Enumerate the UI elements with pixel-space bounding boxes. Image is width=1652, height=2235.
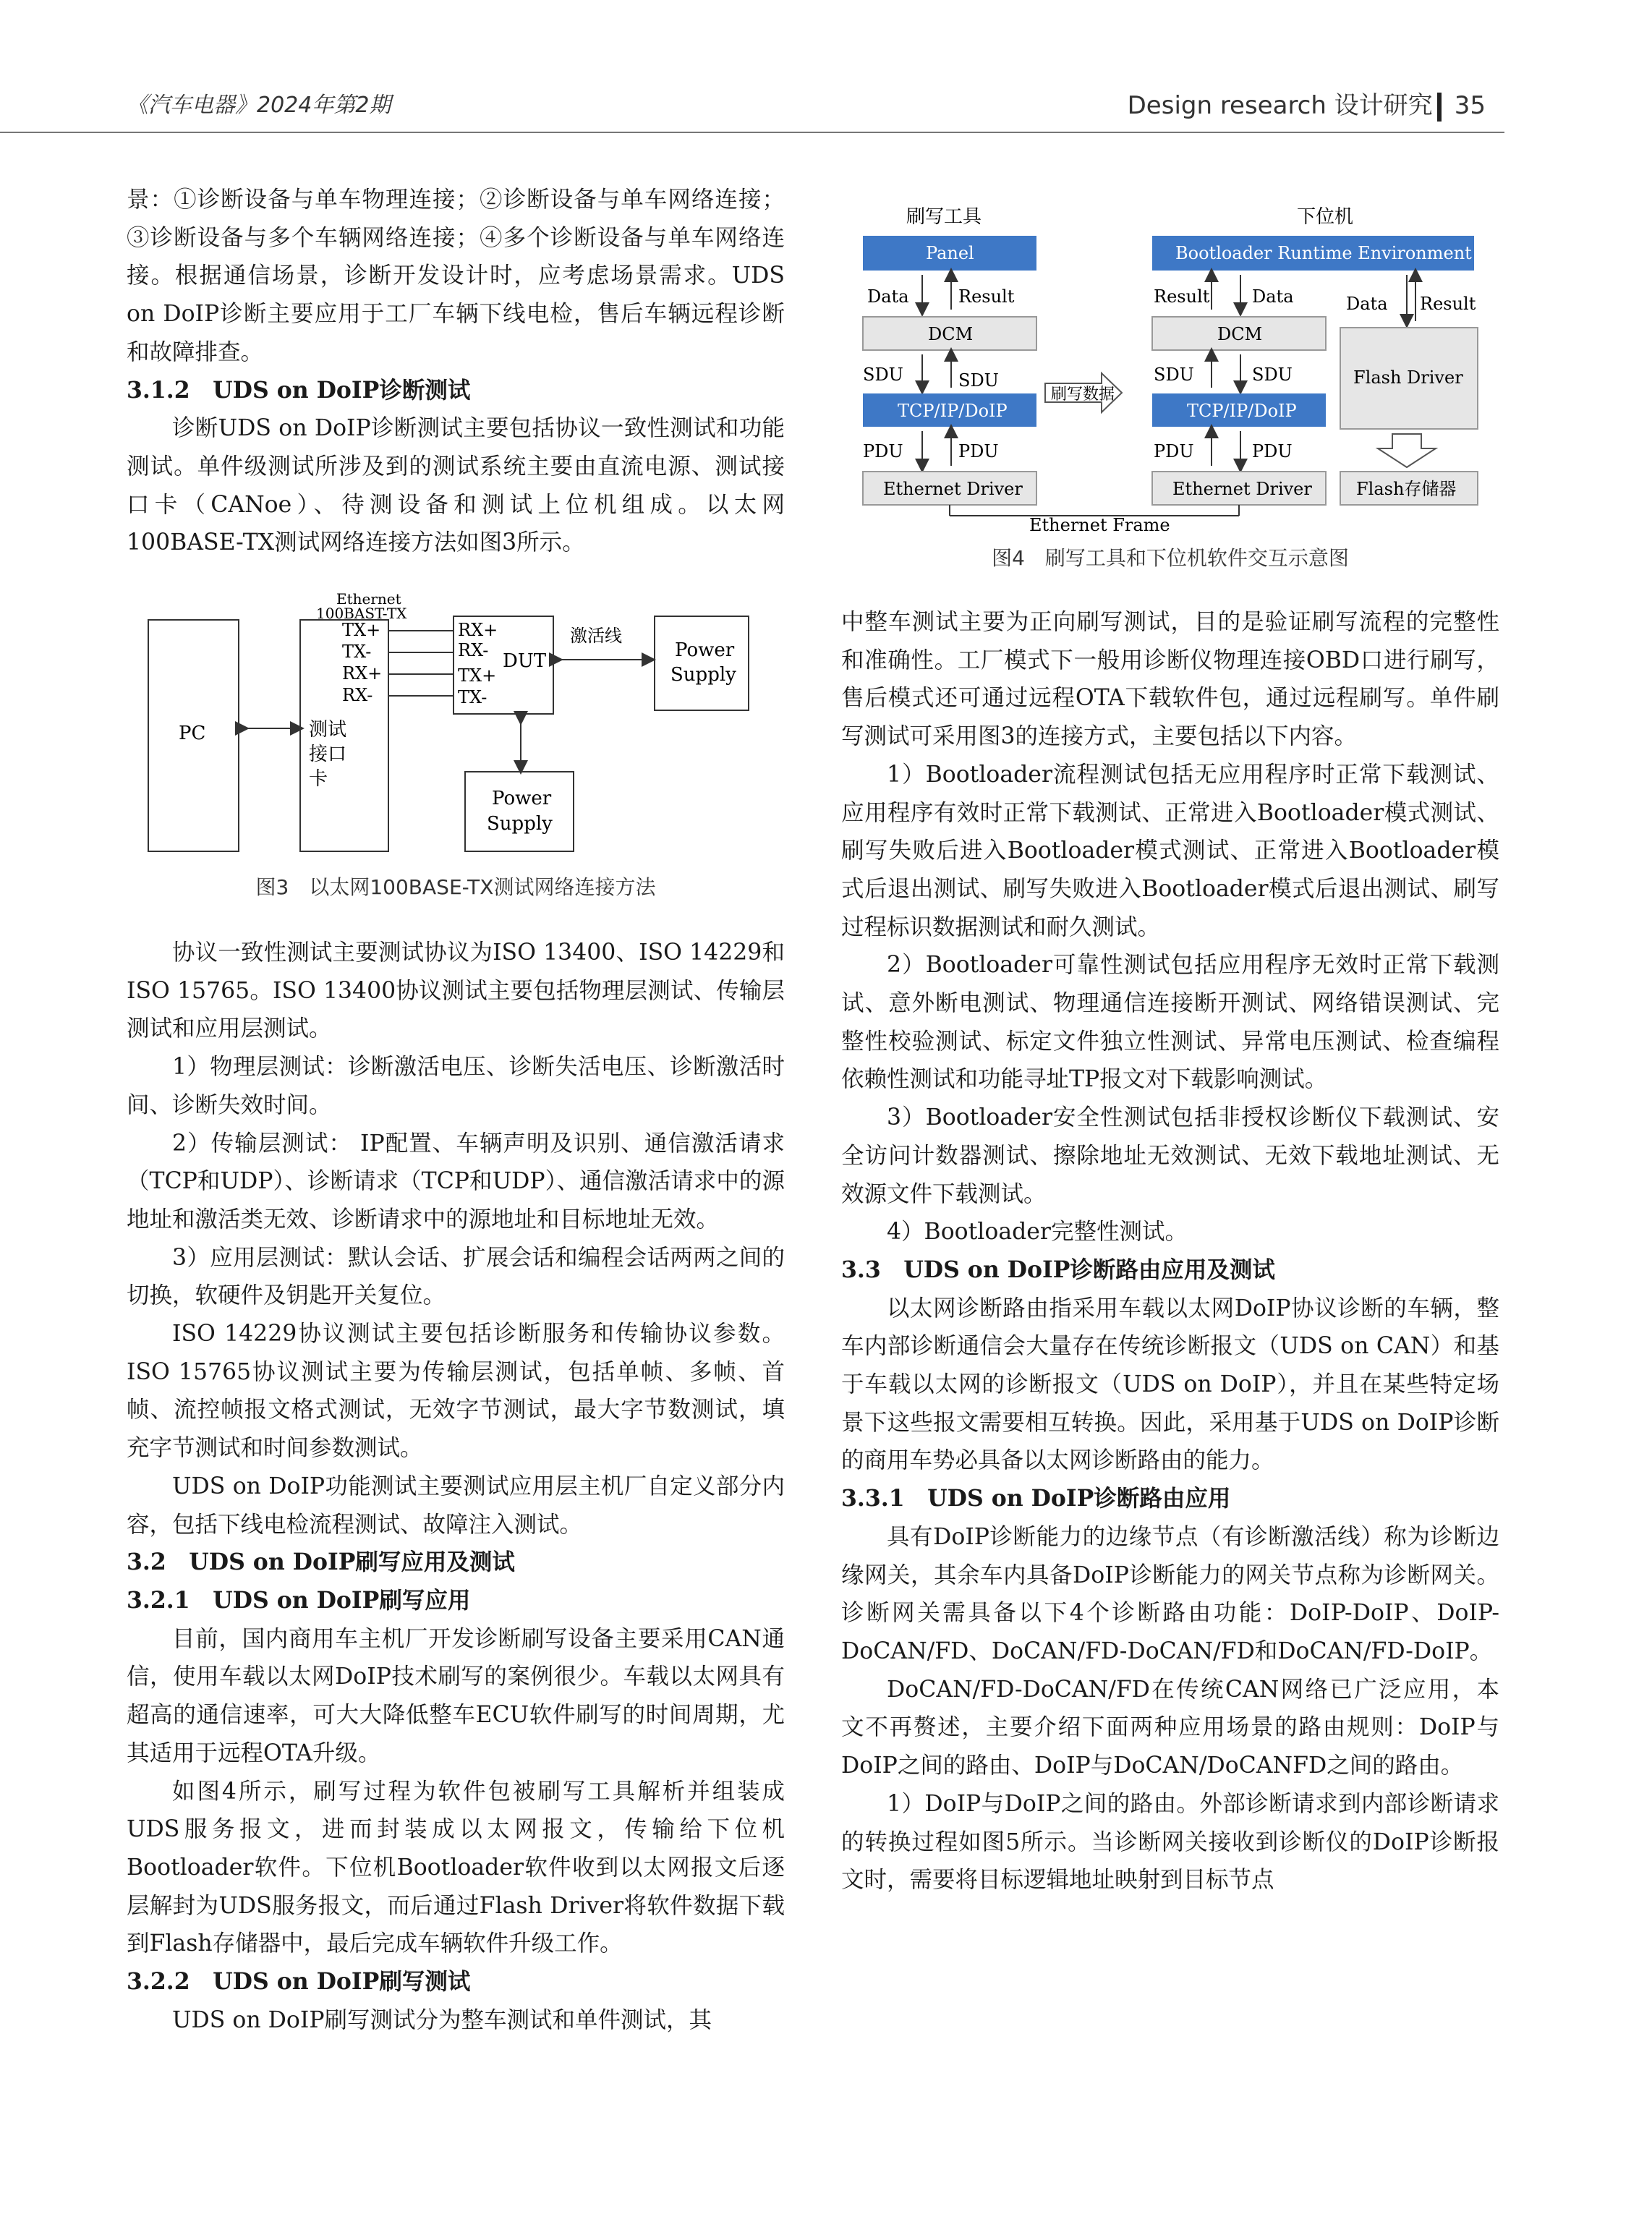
paragraph-figure-4-ref: 如图4所示，刷写过程为软件包被刷写工具解析并组装成UDS服务报文，进而封装成以太网报文，传输给下位机Bootloader软件。下位机Bootloader软件收到以太网报文后逐层解封为UDS服务报文，而后通过Flash Driver将软件数据下载到Flash存储器中，最后完成车辆软件升级工作。 (127, 1778, 785, 1957)
paragraph-3-3: 以太网诊断路由指采用车载以太网DoIP协议诊断的车辆，整车内部诊断通信会大量存在传统诊断报文（UDS on CAN）和基于车载以太网的诊断报文（UDS on DoIP），并且在某些特定场景下这些报文需要相互转换。因此，采用基于UDS on DoIP诊断的商用车势必具备以太网诊断路由的能力。 (841, 1295, 1499, 1474)
flash-data-label: 刷写数据 (1051, 386, 1115, 404)
paragraph-3-2-2: UDS on DoIP刷写测试分为整车测试和单件测试，其 (172, 2006, 712, 2033)
card-rx-minus: RX- (342, 685, 373, 706)
paragraph-intro: 景：①诊断设备与单车物理连接；②诊断设备与单车网络连接；③诊断设备与多个车辆网络连接；④多个诊断设备与单车网络连接。根据通信场景，诊断开发设计时，应考虑场景需求。UDS on DoIP诊断主要应用于工厂车辆下线电检，售后车辆远程诊断和故障排查。 (127, 187, 785, 365)
paragraph-3-1-2: 诊断UDS on DoIP诊断测试主要包括协议一致性测试和功能测试。单件级测试所涉及到的测试系统主要由直流电源、测试接口卡（CANoe）、待测设备和测试上位机组成。以太网100BASE-TX测试网络连接方法如图3所示。 (127, 415, 785, 556)
heading-3-3: 3.3 UDS on DoIP诊断路由应用及测试 (841, 1256, 1275, 1283)
dut-tx-minus: TX- (458, 687, 487, 708)
heading-3-2: 3.2 UDS on DoIP刷写应用及测试 (127, 1549, 515, 1576)
dut-label: DUT (503, 650, 547, 673)
header-rule (0, 132, 1504, 133)
heading-3-2-1: 3.2.1 UDS on DoIP刷写应用 (127, 1586, 471, 1614)
right-sdu-label-2: SDU (1252, 365, 1293, 385)
bre-label: Bootloader Runtime Environment (1175, 243, 1472, 263)
figure-3 (127, 591, 785, 901)
left-pdu-label-1: PDU (863, 441, 903, 461)
panel-label: Panel (926, 243, 974, 263)
flash-tool-title: 刷写工具 (906, 206, 982, 228)
paragraph-bootloader-integrity: 4）Bootloader完整性测试。 (887, 1219, 1188, 1246)
flash-driver-label: Flash Driver (1353, 367, 1463, 388)
right-result-label: Result (1154, 286, 1210, 307)
left-eth-label: Ethernet Driver (883, 479, 1023, 499)
card-label-1: 测试 (309, 719, 347, 741)
left-text-bottom (127, 934, 785, 2039)
power-supply-1-line-2: Supply (670, 664, 736, 686)
paragraph-continuation: 中整车测试主要为正向刷写测试，目的是验证刷写流程的完整性和准确性。工厂模式下一般用诊断仪物理连接OBD口进行刷写，售后模式还可通过远程OTA下载软件包，通过远程刷写。单件刷写测试可采用图3的连接方式，主要包括以下内容。 (841, 609, 1499, 750)
page-header (0, 0, 1652, 145)
paragraph-physical-layer: 1）物理层测试：诊断激活电压、诊断失活电压、诊断激活时间、诊断失效时间。 (127, 1054, 785, 1118)
right-sdu-label-1: SDU (1154, 365, 1194, 385)
pc-label: PC (179, 723, 206, 745)
paragraph-application-layer: 3）应用层测试：默认会话、扩展会话和编程会话两两之间的切换，软硬件及钥匙开关复位。 (127, 1244, 785, 1309)
left-tcp-label: TCP/IP/DoIP (898, 401, 1008, 421)
dut-tx-plus: TX+ (458, 665, 497, 686)
right-pdu-label-2: PDU (1252, 441, 1293, 461)
paragraph-transport-layer: 2）传输层测试： IP配置、车辆声明及识别、通信激活请求（TCP和UDP）、诊断请求（TCP和UDP）、通信激活请求中的源地址和激活类无效、诊断请求中的源地址和目标地址无效。 (127, 1130, 785, 1233)
right-column (841, 194, 1499, 1899)
paragraph-iso14229: ISO 14229协议测试主要包括诊断服务和传输协议参数。ISO 15765协议测试主要为传输层测试，包括单帧、多帧、首帧、流控帧报文格式测试，无效字节测试，最大字节数测试，填充字节测试和时间参数测试。 (127, 1321, 785, 1462)
left-pdu-label-2: PDU (958, 441, 999, 461)
card-tx-minus: TX- (342, 642, 372, 663)
ethernet-frame-label: Ethernet Frame (1029, 515, 1170, 534)
paragraph-bootloader-security: 3）Bootloader安全性测试包括非授权诊断仪下载测试、安全访问计数器测试、擦除地址无效测试、无效下载地址测试、无效源文件下载测试。 (841, 1104, 1499, 1207)
paragraph-3-2-1: 目前，国内商用车主机厂开发诊断刷写设备主要采用CAN通信，使用车载以太网DoIP技术刷写的案例很少。车载以太网具有超高的通信速率，可大大降低整车ECU软件刷写的时间周期，尤其适用于远程OTA升级。 (127, 1625, 785, 1766)
paragraph-function-test: UDS on DoIP功能测试主要测试应用层主机厂自定义部分内容，包括下线电检流程测试、故障注入测试。 (127, 1473, 785, 1538)
left-dcm-label: DCM (928, 324, 974, 344)
driver-result-label: Result (1420, 294, 1476, 314)
left-result-label: Result (958, 286, 1015, 307)
paragraph-bootloader-flow: 1）Bootloader流程测试包括无应用程序时正常下载测试、应用程序有效时正常下载测试、正常进入Bootloader模式测试、刷写失败后进入Bootloader模式测试、正常进入Bootloader模式后退出测试、刷写失败进入Bootloader模式后退出测试、刷写过程标识数据测试和耐久测试。 (841, 761, 1499, 940)
heading-3-3-1: 3.3.1 UDS on DoIP诊断路由应用 (841, 1485, 1231, 1512)
paragraph-protocol: 协议一致性测试主要测试协议为ISO 13400、ISO 14229和ISO 15765。ISO 13400协议测试主要包括物理层测试、传输层测试和应用层测试。 (127, 940, 785, 1042)
card-label-2: 接口 (309, 744, 347, 766)
ethernet-standard-label: 100BAST-TX (316, 605, 407, 623)
card-tx-plus: TX+ (342, 620, 381, 641)
figure-3-caption: 图3 以太网100BASE-TX测试网络连接方法 (255, 875, 656, 900)
power-supply-2-box (465, 772, 574, 851)
right-pdu-label-1: PDU (1154, 441, 1194, 461)
right-tcp-label: TCP/IP/DoIP (1187, 401, 1297, 421)
card-rx-plus: RX+ (342, 663, 383, 684)
figure-4-caption: 图4 刷写工具和下位机软件交互示意图 (992, 546, 1349, 570)
power-supply-1-box (655, 616, 749, 710)
dut-rx-minus: RX- (458, 640, 489, 661)
journal-title: 《汽车电器》2024年第2期 (127, 93, 391, 118)
figure-4 (841, 194, 1499, 571)
section-label: Design research 设计研究 (1127, 91, 1433, 120)
page-number: 35 (1454, 91, 1486, 120)
left-text-top (127, 181, 785, 562)
card-label-3: 卡 (309, 768, 328, 791)
paragraph-bootloader-reliability: 2）Bootloader可靠性测试包括应用程序无效时正常下载测试、意外断电测试、物理通信连接断开测试、网络错误测试、完整性校验测试、标定文件独立性测试、异常电压测试、检查编程依赖性测试和功能寻址TP报文对下载影响测试。 (841, 952, 1499, 1093)
dut-rx-plus: RX+ (458, 620, 498, 641)
left-sdu-label-2: SDU (958, 370, 999, 391)
right-dcm-label: DCM (1217, 324, 1263, 344)
heading-3-1-2: 3.1.2 UDS on DoIP诊断测试 (127, 376, 471, 404)
right-text (841, 603, 1499, 1899)
figure-4-diagram (841, 194, 1499, 534)
right-eth-label: Ethernet Driver (1172, 479, 1312, 499)
heading-3-2-2: 3.2.2 UDS on DoIP刷写测试 (127, 1968, 471, 1996)
right-data-label: Data (1252, 286, 1294, 307)
flash-memory-label: Flash存储器 (1356, 479, 1457, 499)
left-data-label: Data (867, 286, 909, 307)
header-divider (1437, 93, 1442, 122)
left-column (127, 181, 785, 2039)
ecu-title: 下位机 (1297, 206, 1354, 228)
header-right (1128, 85, 1486, 122)
figure-3-diagram (127, 591, 785, 859)
paragraph-3-3-1: 具有DoIP诊断能力的边缘节点（有诊断激活线）称为诊断边缘网关，其余车内具备DoIP诊断能力的网关节点称为诊断网关。诊断网关需具备以下4个诊断路由功能：DoIP-DoIP、DoIP-DoCAN/FD、DoCAN/FD-DoCAN/FD和DoCAN/FD-DoIP。 (841, 1523, 1499, 1664)
flash-down-arrow (1378, 434, 1436, 467)
paragraph-docan: DoCAN/FD-DoCAN/FD在传统CAN网络已广泛应用，本文不再赘述，主要介绍下面两种应用场景的路由规则：DoIP与DoIP之间的路由、DoIP与DoCAN/DoCANFD之间的路由。 (841, 1676, 1499, 1779)
left-sdu-label-1: SDU (863, 365, 903, 385)
paragraph-routing-1: 1）DoIP与DoIP之间的路由。外部诊断请求到内部诊断请求的转换过程如图5所示。当诊断网关接收到诊断仪的DoIP诊断报文时，需要将目标逻辑地址映射到目标节点 (841, 1790, 1499, 1894)
power-supply-2-line-2: Supply (487, 813, 553, 835)
ethernet-label: Ethernet (336, 591, 401, 608)
driver-data-label: Data (1346, 294, 1388, 314)
power-supply-2-line-1: Power (492, 788, 552, 810)
activation-line-label: 激活线 (570, 626, 622, 647)
power-supply-1-line-1: Power (675, 639, 735, 662)
